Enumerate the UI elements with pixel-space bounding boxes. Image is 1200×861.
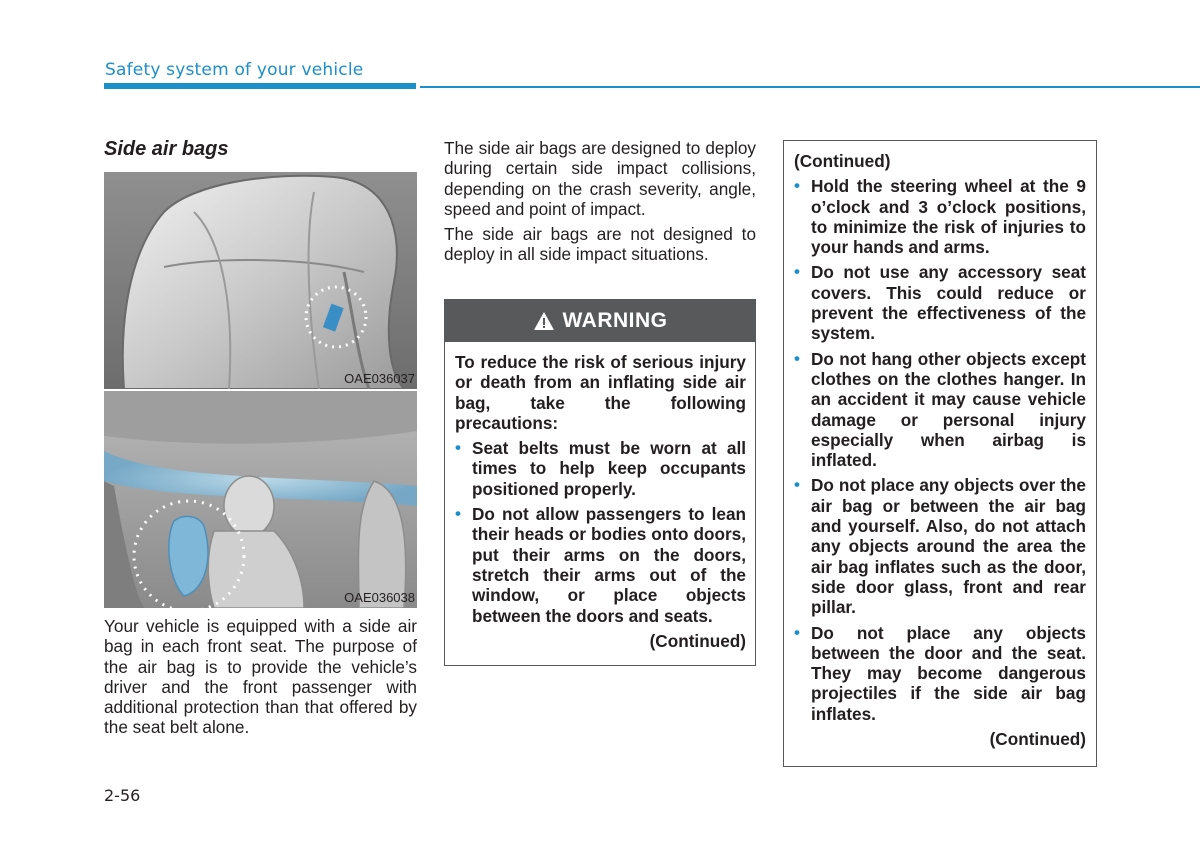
section-title: Side air bags <box>104 138 229 160</box>
list-item: • Do not allow passengers to lean their heads or bodies onto doors, put their arms on the doors, stretch their arms out of the window, or place objects between the doors and seats. <box>455 504 746 626</box>
page-number: 2-56 <box>104 786 141 805</box>
airbag-deployment-figure <box>104 391 417 608</box>
list-item: • Hold the steering wheel at the 9 o’clock and 3 o’clock positions, to minimize the risk of injuries to your hands and arms. <box>794 176 1086 258</box>
warning-header <box>445 300 755 342</box>
list-item: • Do not hang other objects except clothes on the clothes hanger. In an accident it may cause vehicle damage or personal injury especially when airbag is inflated. <box>794 348 1086 471</box>
intro-paragraph: Your vehicle is equipped with a side air bag in each front seat. The purpose of the air bag is to provide the vehicle’s driver and the front passenger with additional protection than that offered by the seat belt alone. <box>104 616 417 738</box>
header-accent-bar <box>104 83 416 89</box>
list-item: • Do not place any objects between the door and the seat. They may become dangerous projectiles if the side air bag inflates. <box>794 622 1086 724</box>
header-rule <box>420 86 1200 88</box>
warning-box <box>444 299 756 666</box>
list-item: • Do not place any objects over the air bag or between the air bag and yourself. Also, do not attach any objects around the area the air bag inflates such as the door, side door glass, front and rear pillar. <box>794 475 1086 618</box>
paragraph: The side air bags are not designed to deploy in all side impact situations. <box>444 224 756 265</box>
paragraph: The side air bags are designed to deploy during certain side impact collisions, depending on the crash severity, angle, speed and point of impact. <box>444 138 756 219</box>
continued-label: (Continued) <box>989 729 1086 750</box>
list-item: • Seat belts must be worn at all times to help keep occupants positioned properly. <box>455 438 746 499</box>
figure-code: OAE036037 <box>344 371 415 386</box>
warning-intro: To reduce the risk of serious injury or death from an inflating side air bag, take the following precautions: <box>455 352 746 433</box>
continued-label: (Continued) <box>649 630 746 651</box>
list-item: • Do not use any accessory seat covers. This could reduce or prevent the effectiveness of the system. <box>794 262 1086 344</box>
page-header-title: Safety system of your vehicle <box>105 60 364 80</box>
warning-triangle-icon <box>533 311 555 331</box>
seat-airbag-figure <box>104 172 417 389</box>
figure-code: OAE036038 <box>344 590 415 605</box>
continued-box <box>783 140 1097 767</box>
continued-heading: (Continued) <box>794 151 891 171</box>
column-2-text <box>444 138 756 270</box>
warning-title: WARNING <box>562 309 668 332</box>
